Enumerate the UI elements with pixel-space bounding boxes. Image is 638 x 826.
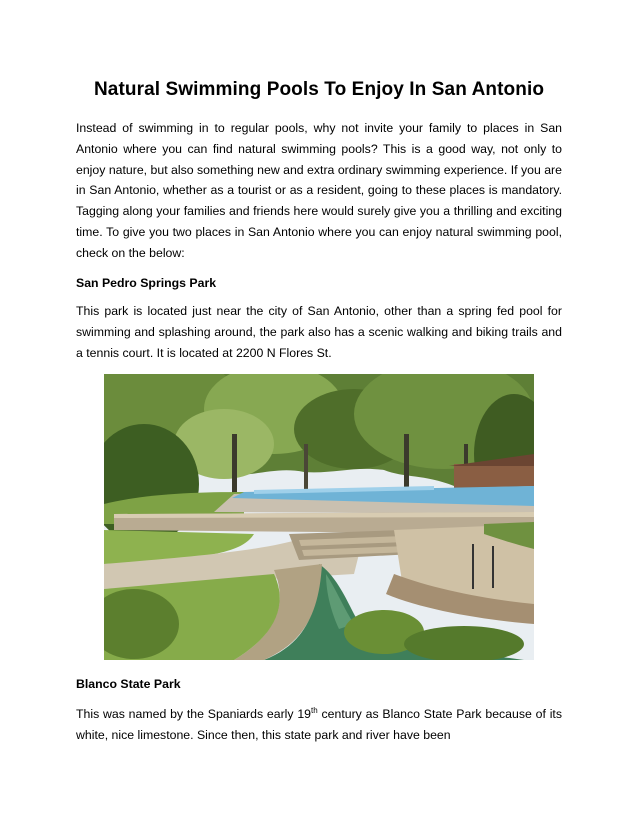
ordinal-suffix: th — [311, 705, 318, 715]
blanco-text-start: This was named by the Spaniards early 19 — [76, 707, 312, 721]
page-title: Natural Swimming Pools To Enjoy In San Antonio — [93, 79, 545, 100]
san-pedro-springs-photo — [104, 374, 534, 660]
san-pedro-paragraph: This park is located just near the city of San Antonio, other than a spring fed pool for swimming and splashing around, the park also has a scenic walking and biking trails and a tennis court. It is located at 2200 N Flores St. — [76, 304, 562, 360]
blanco-paragraph — [76, 704, 562, 746]
blanco-text-rest: century as Blanco State Park because of its white, nice limestone. Since then, this state park and river have been — [76, 707, 562, 742]
section-heading-san-pedro: San Pedro Springs Park — [76, 276, 217, 290]
section-heading-blanco: Blanco State Park — [76, 677, 181, 691]
intro-paragraph: Instead of swimming in to regular pools, why not invite your family to places in San Antonio where you can find natural swimming pools? This is a good way, not only to enjoy nature, but also something new and extra ordinary swimming experience. If you are in San Antonio, whether as a tourist or as a resident, going to these places is mandatory. Tagging along your families and friends here would surely give you a thrilling and exciting time. To give you two places in San Antonio where you can enjoy natural swimming pool, check on the below: — [76, 121, 562, 260]
